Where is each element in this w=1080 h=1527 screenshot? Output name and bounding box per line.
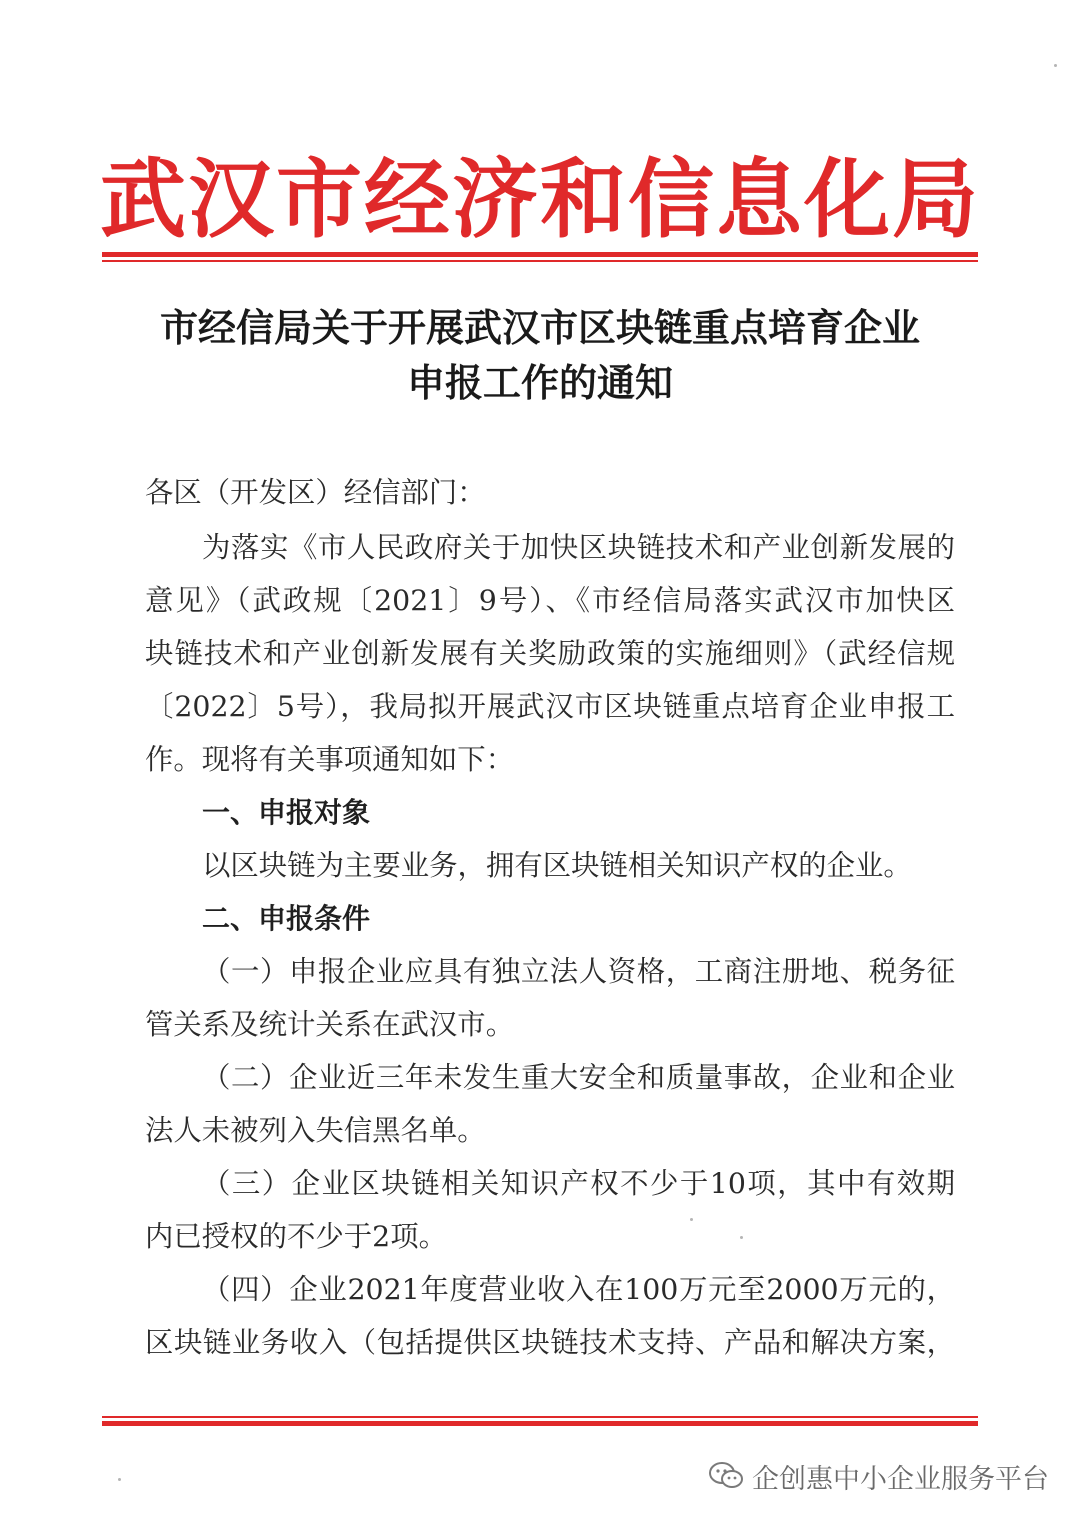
wechat-icon [708, 1461, 744, 1491]
intro-line: 意见》（武政规〔2021〕9号）、《市经信局落实武汉市加快区 [145, 584, 955, 617]
condition-line: （三）企业区块链相关知识产权不少于10项，其中有效期 [202, 1167, 955, 1200]
intro-line: 块链技术和产业创新发展有关奖励政策的实施细则》（武经信规 [145, 637, 955, 670]
condition-line: 区块链业务收入（包括提供区块链技术支持、产品和解决方案， [145, 1326, 955, 1359]
condition-line: （四）企业2021年度营业收入在100万元至2000万元的， [202, 1273, 955, 1306]
watermark-text: 企创惠中小企业服务平台 [752, 1463, 1049, 1495]
scan-speck [690, 1218, 693, 1221]
document-title-line-2: 申报工作的通知 [406, 360, 673, 405]
source-watermark [708, 1454, 1049, 1498]
document-title-line-1: 市经信局关于开展武汉市区块链重点培育企业 [159, 305, 920, 350]
condition-line: （二）企业近三年未发生重大安全和质量事故，企业和企业 [202, 1061, 955, 1094]
intro-line: 〔2022〕5号），我局拟开展武汉市区块链重点培育企业申报工 [145, 690, 955, 723]
salutation: 各区（开发区）经信部门： [145, 476, 486, 509]
condition-line: （一）申报企业应具有独立法人资格，工商注册地、税务征 [202, 955, 955, 988]
footer-rule-thin-bottom [102, 1416, 978, 1418]
condition-line: 内已授权的不少于2项。 [145, 1220, 447, 1253]
section-1-text: 以区块链为主要业务，拥有区块链相关知识产权的企业。 [202, 849, 912, 882]
footer-rule-thick-bottom [102, 1421, 978, 1426]
scan-speck [118, 1478, 121, 1481]
intro-line: 为落实《市人民政府关于加快区块链技术和产业创新发展的 [202, 531, 955, 564]
condition-line: 管关系及统计关系在武汉市。 [145, 1008, 515, 1041]
letterhead-rule-thick-top [102, 252, 978, 257]
scan-speck [1054, 64, 1057, 67]
section-1-heading: 一、申报对象 [202, 796, 371, 829]
intro-line: 作。现将有关事项通知如下： [145, 743, 515, 776]
condition-line: 法人未被列入失信黑名单。 [145, 1114, 486, 1147]
letterhead-organization: 武汉市经济和信息化局 [100, 149, 980, 250]
letterhead-rule-thin-top [102, 260, 978, 262]
section-2-heading: 二、申报条件 [202, 902, 371, 935]
scan-speck [740, 1236, 743, 1239]
